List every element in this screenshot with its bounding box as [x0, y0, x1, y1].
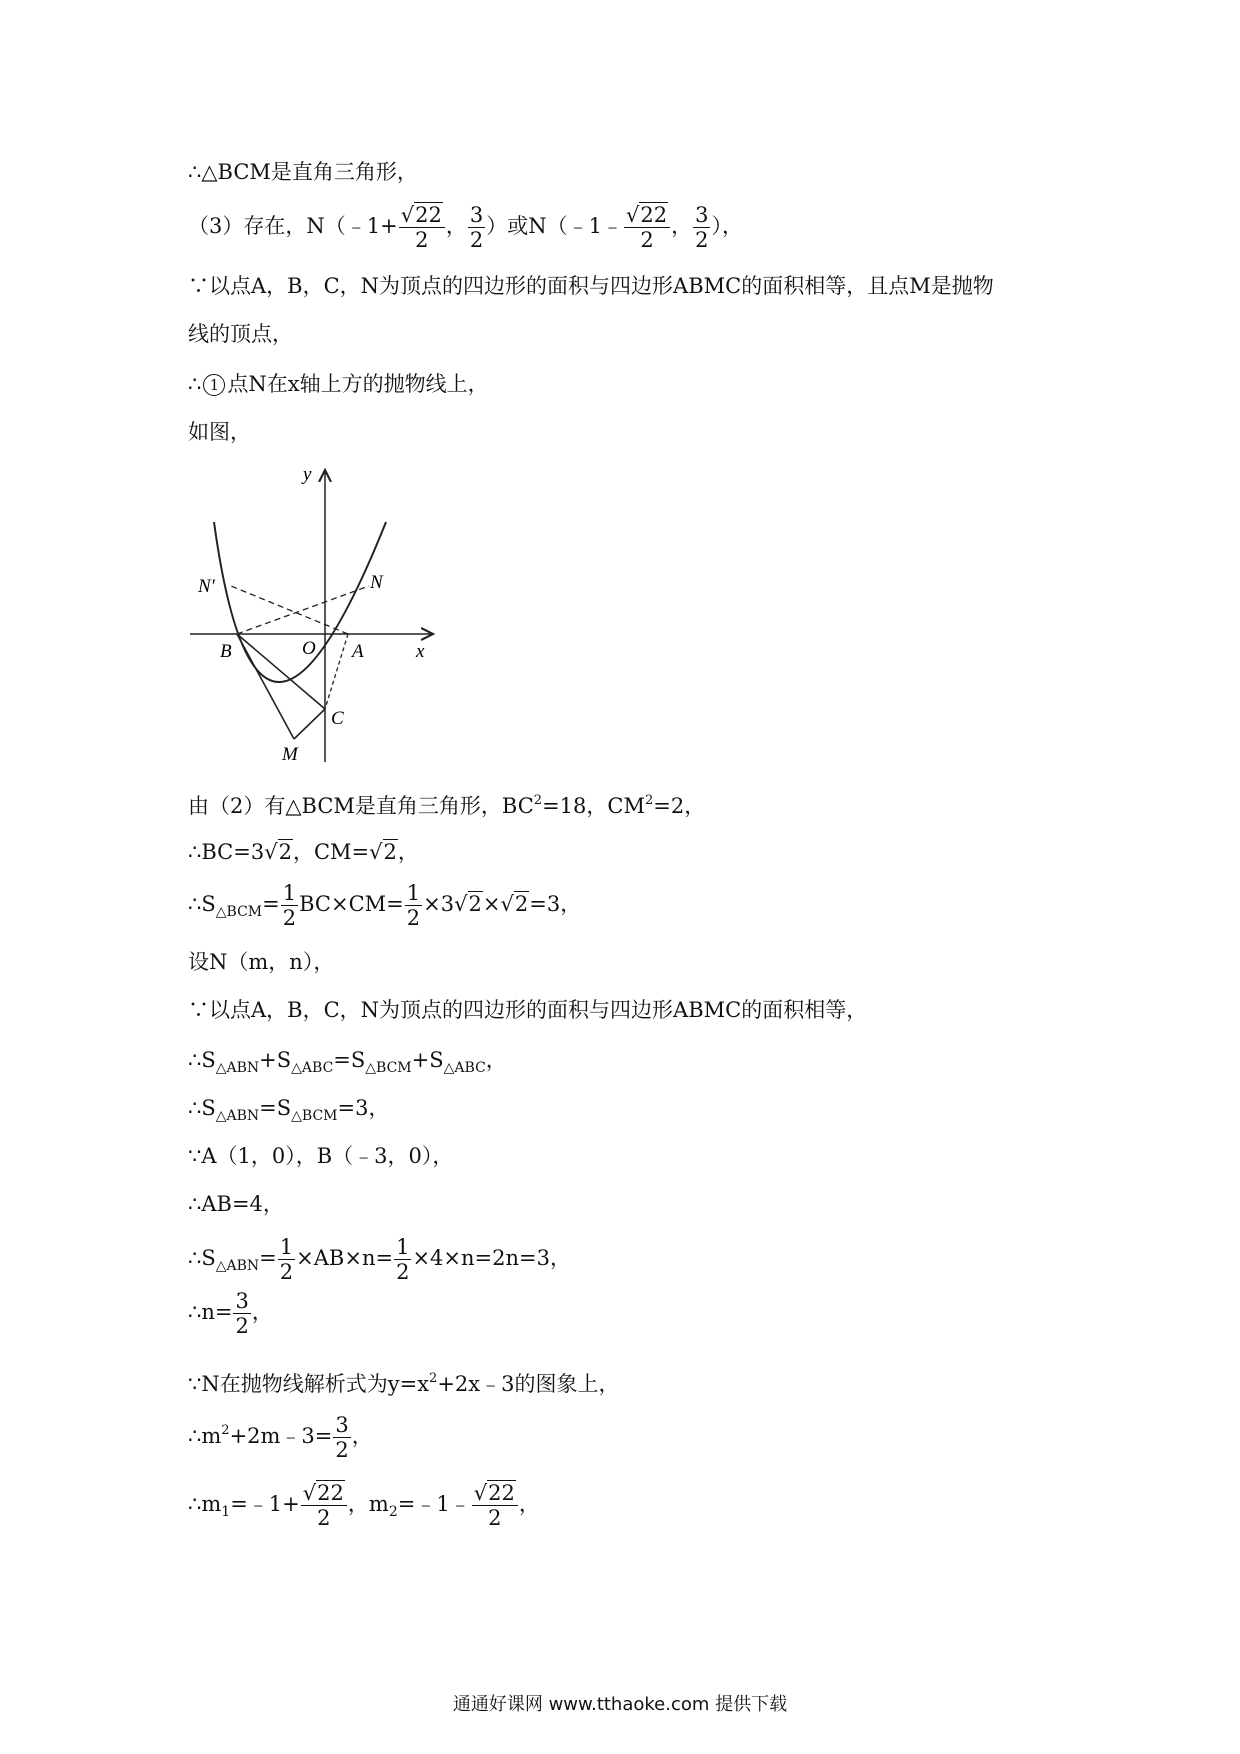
text-line-19: $\therefore m^2+2m﹣3=$ $\frac{3}{2}$ ，: [188, 1413, 373, 1463]
text-line-10: 设N（m，n），: [188, 950, 335, 974]
label-m: M: [282, 744, 298, 762]
dashed-an-prime: [231, 586, 348, 634]
text-line-17: ∴n= $\frac{3}{2}$ ，: [188, 1289, 273, 1339]
fraction: $\frac{1}{2}$: [282, 881, 297, 931]
circled-number: 1: [203, 374, 225, 396]
text-line-15: ∴AB=4，: [188, 1192, 284, 1216]
label-a: A: [352, 641, 364, 662]
fraction: $\frac{1}{2}$: [279, 1235, 294, 1285]
sqrt: √2: [500, 892, 529, 917]
label-c: C: [331, 708, 344, 729]
text-line-2: （3）存在，N（﹣1+ $\frac{√22}{2}$ ， $\frac{3}{2}$ ）或N（﹣1﹣ $\frac{√22}{2}$ ， $\frac{3}{2}$ ），: [188, 203, 743, 253]
page-footer: 通通好课网 www.tthaoke.com 提供下载: [452, 1694, 788, 1715]
text-line-20: $\therefore m_1=﹣1+$ $\frac{√22}{2}$ ，$m_2=﹣1﹣$ $\frac{√22}{2}$ ，: [188, 1481, 540, 1531]
text-line-5: ∴ 1 点N在x轴上方的抛物线上，: [188, 372, 489, 396]
text-line-6: 如图，: [188, 420, 251, 444]
segment-bm: [237, 634, 294, 739]
segment-cm: [294, 709, 325, 739]
parabola-figure: [188, 462, 438, 762]
fraction: $\frac{√22}{2}$: [472, 1482, 518, 1529]
text-line-18: ∵N在抛物线解析式为$y=x^2+2x﹣3$的图象上，: [188, 1371, 620, 1396]
text-line-14: ∵A（1，0），B（﹣3，0），: [188, 1144, 454, 1168]
text-line-16: $\therefore S_{\triangle ABN}=$ $\frac{1}{2}$ ×AB×n= $\frac{1}{2}$ ×4×n=2n=3，: [188, 1235, 571, 1285]
label-b: B: [220, 641, 232, 662]
dashed-bn: [237, 586, 369, 634]
sqrt: √2: [369, 840, 397, 864]
text-line-13: $\therefore S_{\triangle ABN}=S_{\triangle BCM}=3$，: [188, 1096, 390, 1124]
label-o: O: [302, 638, 316, 659]
label-n: N: [370, 572, 383, 593]
fraction: $\frac{√22}{2}$: [624, 204, 670, 251]
fraction: $\frac{1}{2}$: [406, 881, 421, 931]
text-line-12: $\therefore S_{\triangle ABN}+S_{\triangle ABC}=S_{\triangle BCM}+S_{\triangle ABC}$，: [188, 1048, 507, 1076]
fraction: $\frac{3}{2}$: [235, 1289, 249, 1339]
text-line-4: 线的顶点，: [188, 322, 293, 346]
sqrt: √2: [264, 840, 292, 864]
fraction: $\frac{3}{2}$: [469, 203, 484, 253]
dashed-ac: [325, 634, 348, 709]
text-line-7: 由（2）有△BCM是直角三角形，$BC^2=18$，$CM^2=2$，: [188, 793, 706, 818]
label-n-prime: N′: [198, 576, 215, 597]
fraction: $\frac{√22}{2}$: [301, 1482, 347, 1529]
text-line-1: ∴△BCM是直角三角形，: [188, 160, 418, 184]
label-x: x: [416, 641, 425, 662]
text-line-9: $\therefore S_{\triangle BCM}=$ $\frac{1}{2}$ BC×CM= $\frac{1}{2}$ ×3√2×√2=3，: [188, 881, 582, 931]
text-line-3: ∵以点A，B，C，N为顶点的四边形的面积与四边形ABMC的面积相等，且点M是抛物: [188, 274, 994, 298]
text-line-11: ∵以点A，B，C，N为顶点的四边形的面积与四边形ABMC的面积相等，: [188, 998, 868, 1022]
sqrt: √2: [454, 892, 482, 917]
fraction: $\frac{3}{2}$: [335, 1413, 349, 1463]
text-line-8: ∴BC=3√2，CM=√2，: [188, 840, 419, 864]
fraction: $\frac{3}{2}$: [695, 203, 709, 253]
label-y: y: [303, 464, 312, 485]
fraction: $\frac{1}{2}$: [396, 1235, 410, 1285]
fraction: $\frac{√22}{2}$: [399, 204, 445, 251]
